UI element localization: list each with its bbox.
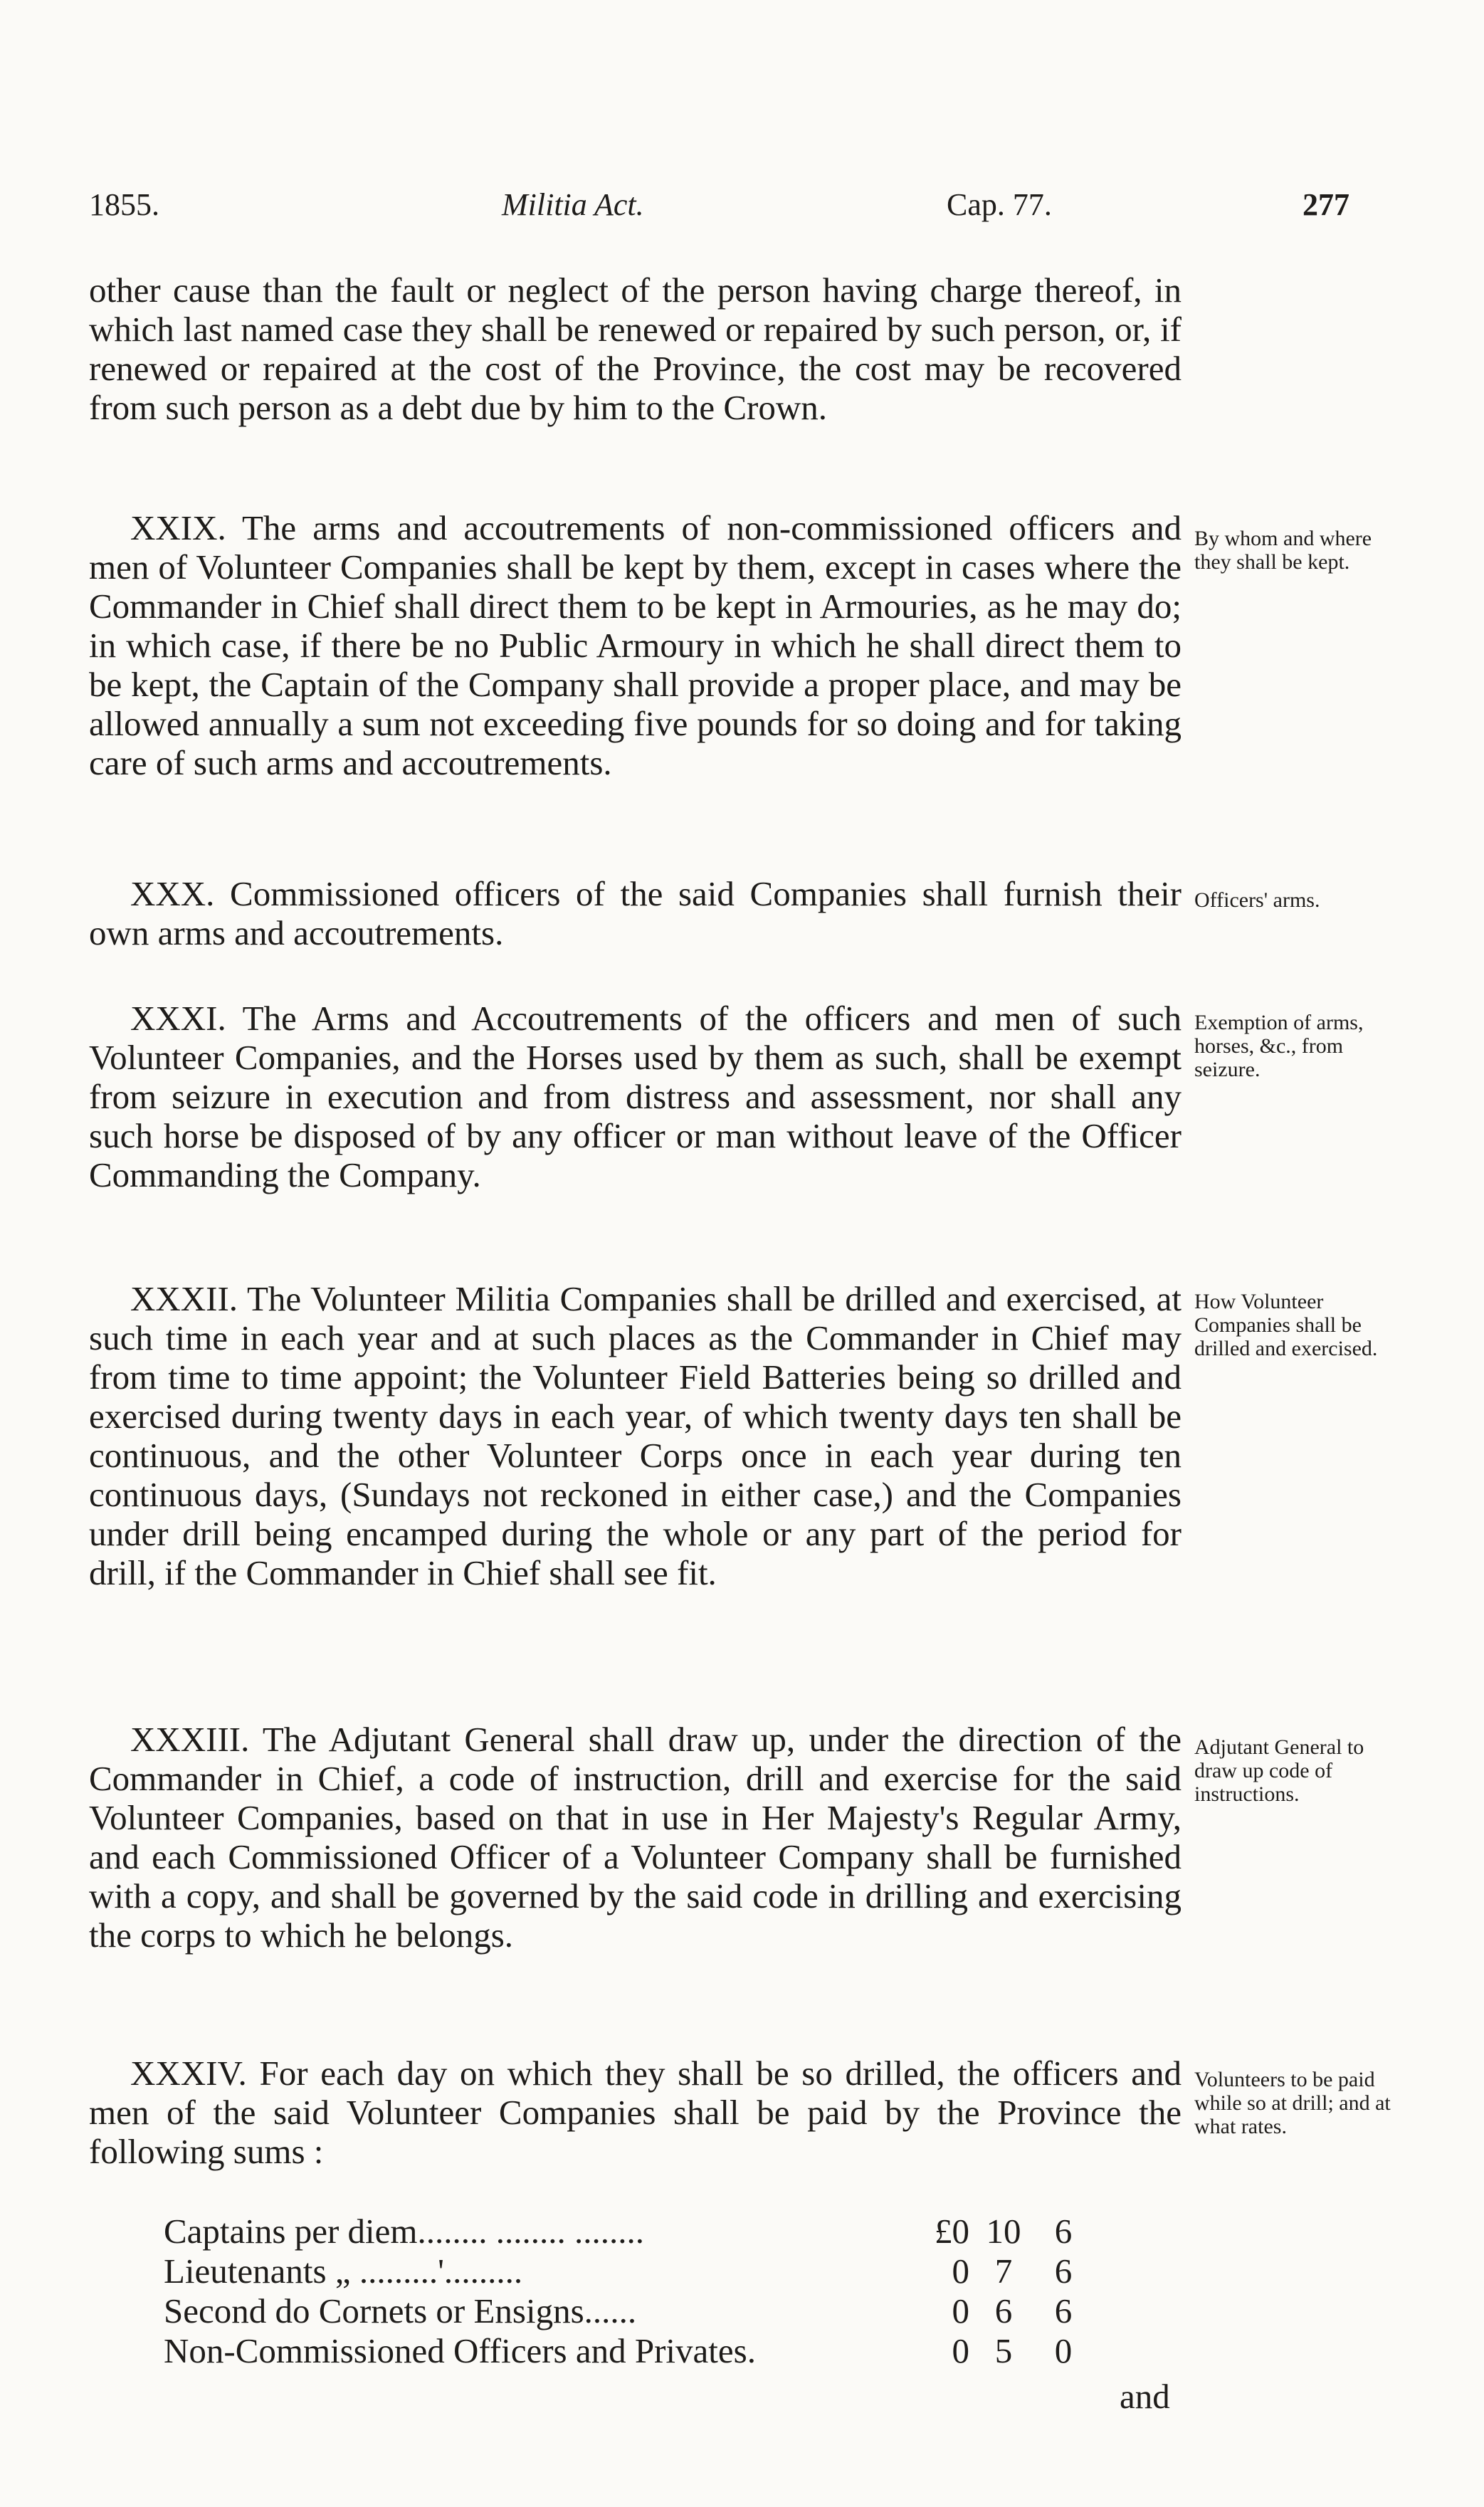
section-number: XXXI. <box>130 999 226 1038</box>
marginal-note-xxxii: How Volunteer Companies shall be drilled and exercised. <box>1194 1290 1378 1360</box>
rate-label: Non-Commissioned Officers and Privates. <box>164 2331 756 2370</box>
paragraph-text: The Arms and Accoutrements of the officers and men of such Volunteer Companies, and the Horses used by them as such, shall be exempt from seizure in execution and from distress and assessment, nor shall any such horse be disposed of by any officer or man without leave of the Officer Commanding the Company. <box>89 999 1182 1194</box>
rate-label: Lieutenants „ .........'......... <box>164 2251 523 2291</box>
rate-label: Second do Cornets or Ensigns...... <box>164 2291 637 2330</box>
section-number: XXX. <box>130 874 215 913</box>
rate-pence: 6 <box>1054 2251 1073 2291</box>
section-xxx <box>89 874 1182 952</box>
section-number: XXXIV. <box>130 2054 247 2093</box>
catchword: and <box>1120 2377 1170 2416</box>
section-number: XXXII. <box>130 1279 238 1318</box>
section-xxxii <box>89 1279 1182 1592</box>
header-year: 1855. <box>89 187 159 222</box>
rate-pence: 0 <box>1054 2331 1073 2370</box>
section-xxxiv <box>89 2054 1182 2171</box>
marginal-note-xxxiv: Volunteers to be paid while so at drill; and at what rates. <box>1194 2068 1391 2138</box>
rate-pounds: 0 <box>952 2331 969 2370</box>
section-number: XXXIII. <box>130 1720 250 1759</box>
marginal-note-xxxi: Exemption of arms, horses, &c., from seizure. <box>1194 1011 1364 1081</box>
header-title: Militia Act. <box>502 187 644 222</box>
header-chapter: Cap. 77. <box>947 187 1052 222</box>
rate-pence: 6 <box>1054 2212 1073 2251</box>
section-xxix <box>89 508 1182 782</box>
rate-pence: 6 <box>1054 2291 1073 2330</box>
pay-rates-table <box>164 2212 1174 2371</box>
paragraph-text: For each day on which they shall be so drilled, the officers and men of the said Volunteer Companies shall be paid by the Province the following sums : <box>89 2054 1182 2171</box>
section-xxxi <box>89 999 1182 1194</box>
section-xxxiii <box>89 1720 1182 1955</box>
page-number: 277 <box>1303 187 1349 222</box>
rate-pounds: £0 <box>935 2212 969 2251</box>
rate-shillings: 7 <box>994 2251 1013 2291</box>
rate-row-second <box>164 2291 1174 2331</box>
paragraph-text: The Volunteer Militia Companies shall be drilled and exercised, at such time in each year and at such places as the Commander in Chief may from time to time appoint; the Volunteer Field Batteries being so drilled and exercised during twenty days in each year, of which twenty days ten shall be continuous, and the other Volunteer Corps once in each year during ten continuous days, (Sundays not reckoned in either case,) and the Companies under drill being encamped during the whole or any part of the period for drill, if the Commander in Chief shall see fit. <box>89 1279 1182 1592</box>
marginal-note-xxix: By whom and where they shall be kept. <box>1194 527 1372 574</box>
paragraph-text: Commissioned officers of the said Companies shall furnish their own arms and accoutrements. <box>89 874 1182 952</box>
rate-pounds: 0 <box>952 2291 969 2330</box>
paragraph-text: other cause than the fault or neglect of the person having charge thereof, in which last named case they shall be renewed or repaired by such person, or, if renewed or repaired at the cost of the Province, the cost may be recovered from such person as a debt due by him to the Crown. <box>89 270 1182 427</box>
paragraph-text: The arms and accoutrements of non-commissioned officers and men of Volunteer Companies shall be kept by them, except in cases where the Commander in Chief shall direct them to be kept in Armouries, as he may do; in which case, if there be no Public Armoury in which he shall direct them to be kept, the Captain of the Company shall provide a proper place, and may be allowed annually a sum not exceeding five pounds for so doing and for taking care of such arms and accoutrements. <box>89 508 1182 782</box>
paragraph-continuation <box>89 270 1182 427</box>
rate-shillings: 10 <box>986 2212 1021 2251</box>
rate-pounds: 0 <box>952 2251 969 2291</box>
rate-shillings: 6 <box>994 2291 1013 2330</box>
rate-shillings: 5 <box>994 2331 1013 2370</box>
running-header <box>89 186 1395 243</box>
rate-label: Captains per diem........ ........ ........ <box>164 2212 645 2251</box>
rate-row-captains <box>164 2212 1174 2251</box>
section-number: XXIX. <box>130 508 226 547</box>
marginal-note-xxx: Officers' arms. <box>1194 888 1320 912</box>
rate-row-lieutenants <box>164 2251 1174 2291</box>
marginal-note-xxxiii: Adjutant General to draw up code of instructions. <box>1194 1735 1364 1806</box>
paragraph-text: The Adjutant General shall draw up, under the direction of the Commander in Chief, a code of instruction, drill and exercise for the said Volunteer Companies, based on that in use in Her Majesty's Regular Army, and each Commissioned Officer of a Volunteer Company shall be furnished with a copy, and shall be governed by the said code in drilling and exercising the corps to which he belongs. <box>89 1720 1182 1955</box>
rate-row-non-commissioned <box>164 2331 1174 2371</box>
